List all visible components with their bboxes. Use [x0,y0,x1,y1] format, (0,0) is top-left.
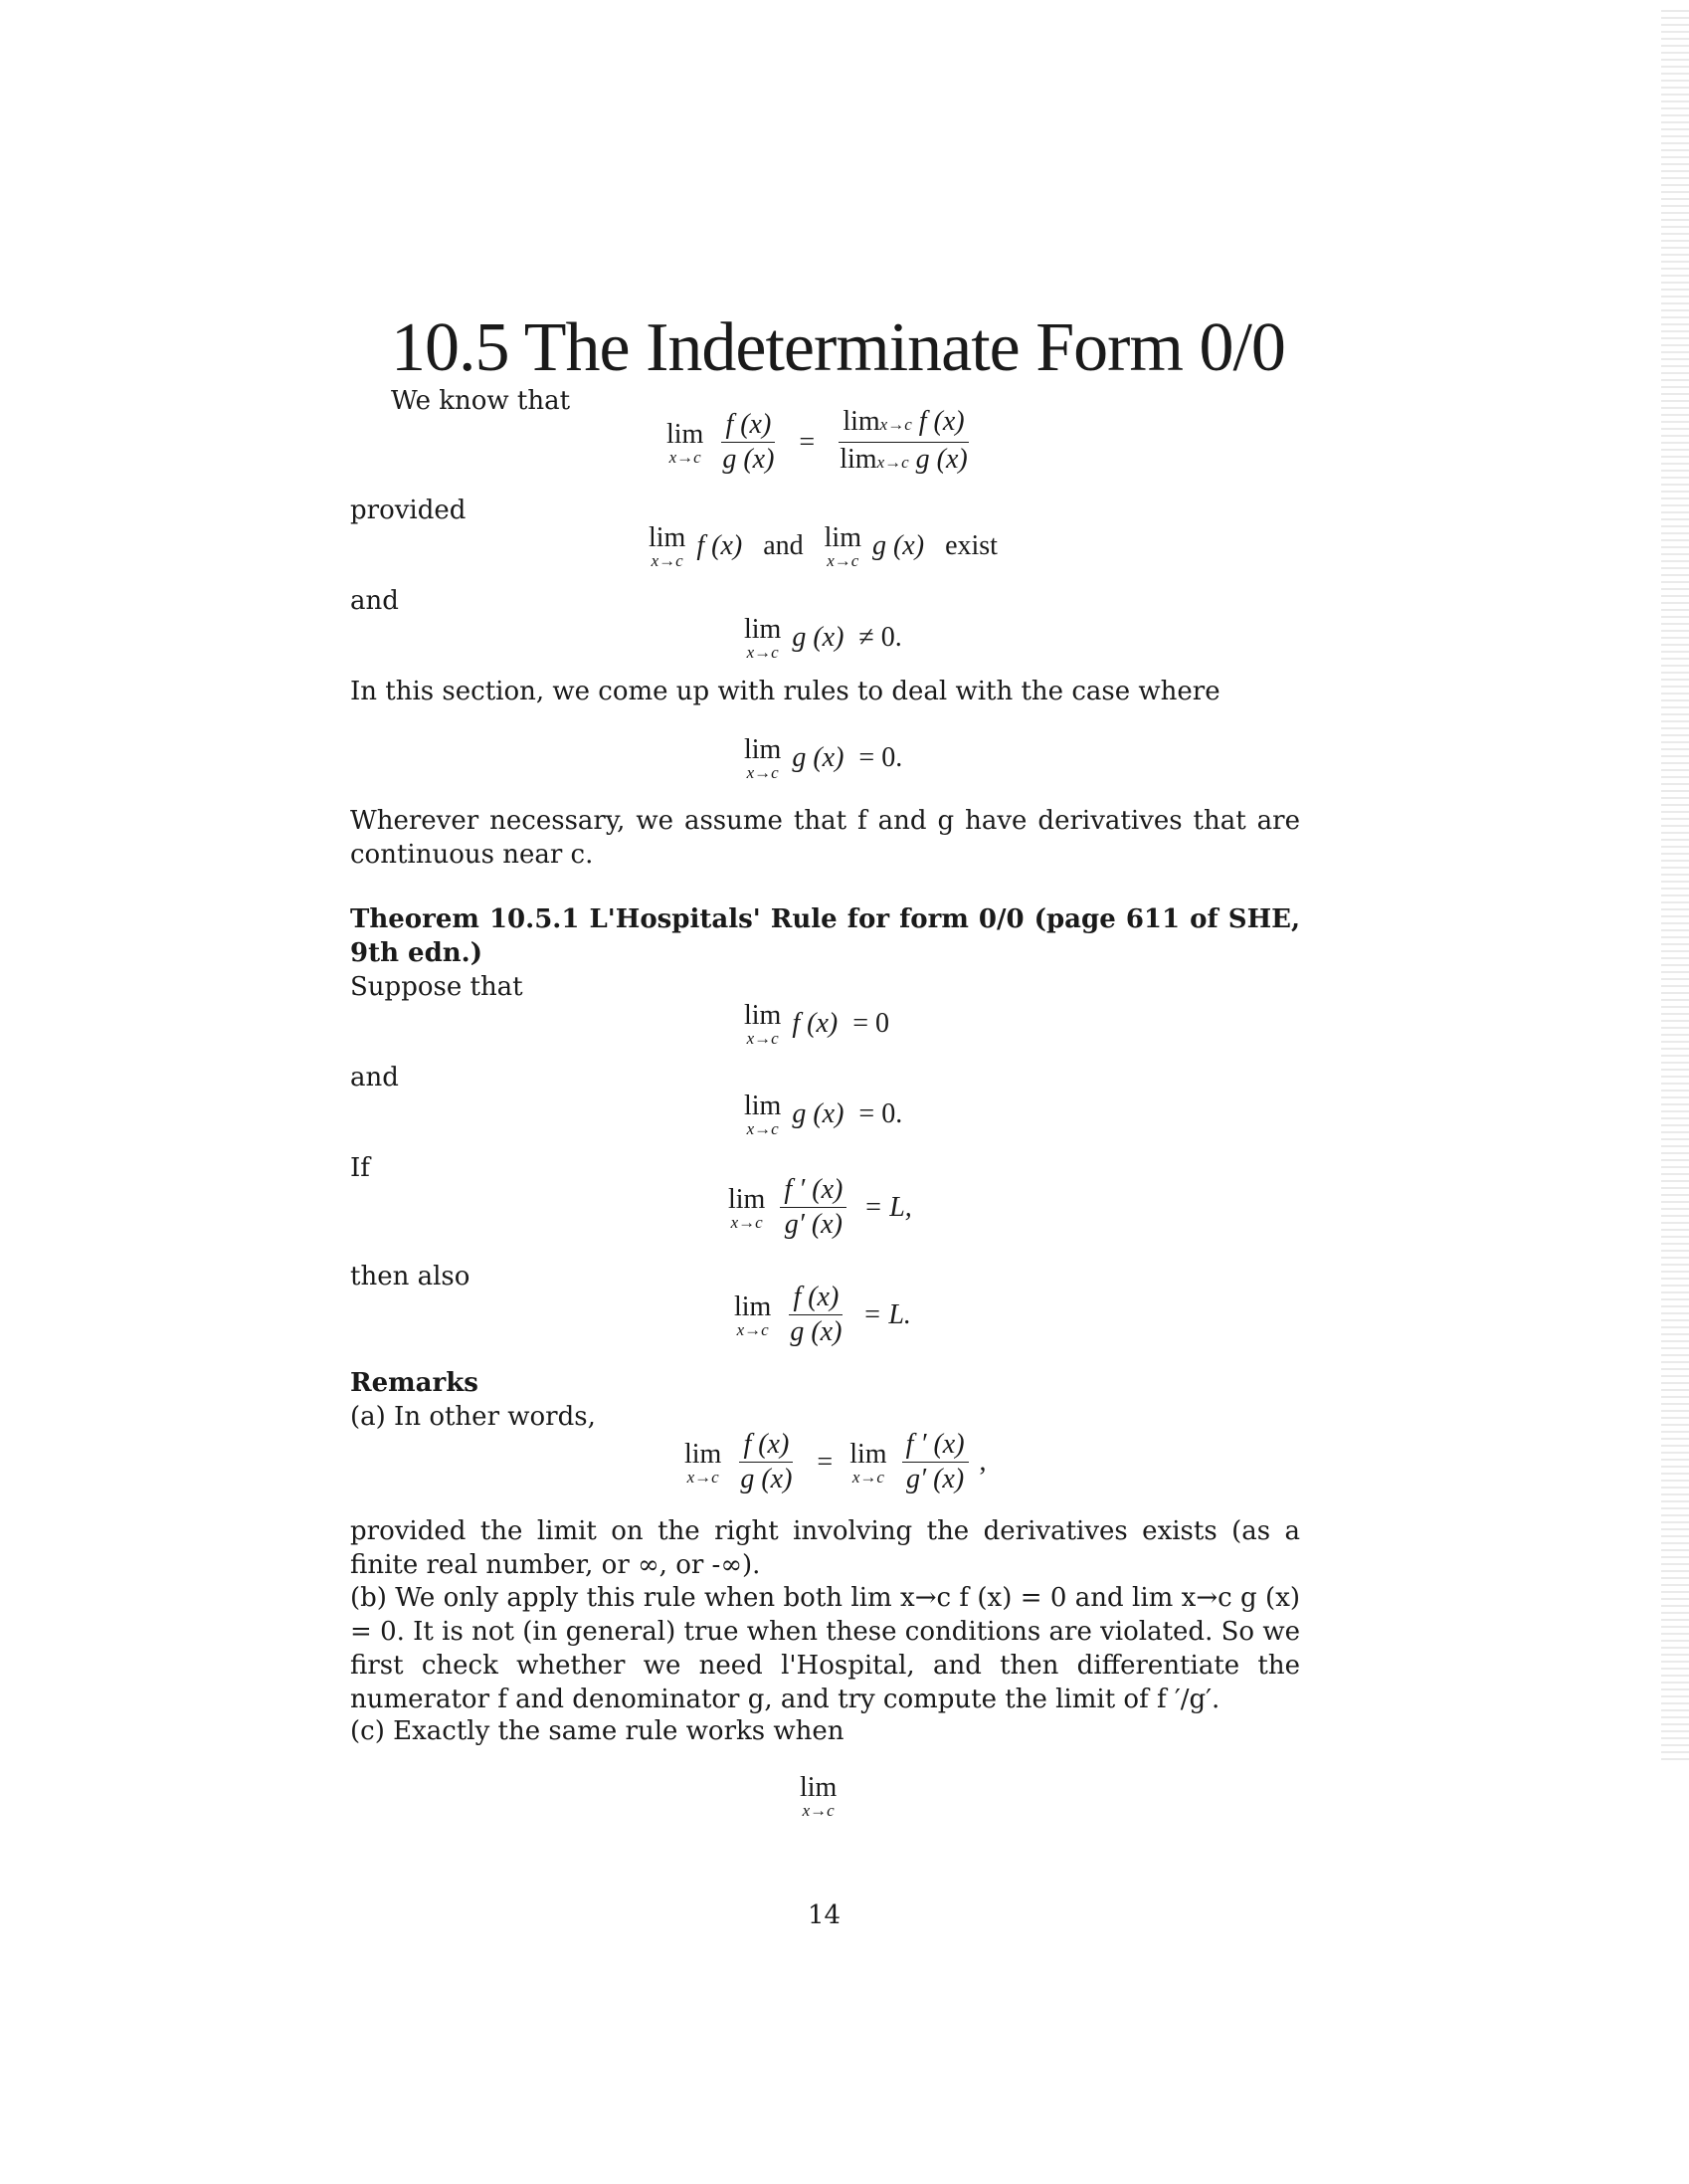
and-label-2: and [350,1063,399,1092]
remarks-heading: Remarks [350,1368,478,1398]
equation-g-nonzero: lim x→c g (x) ≠ 0. [744,614,902,662]
equation-limits-exist: lim x→c f (x) and lim x→c g (x) exist [649,522,998,570]
suppose-text: Suppose that [350,972,523,1002]
and-label-1: and [350,586,399,616]
provided-paragraph: provided the limit on the right involving the derivatives exists (as a finite real number, or ∞, or -∞). [350,1516,1300,1580]
equation-limit-quotient: lim x→c $\frac{f (x)}{g (x)}$ = $\frac{\text{limx→c f (x)}}{\text{limx→c g (x)}}$ [666,406,968,475]
equation-lhospital: lim x→c $\frac{f (x)}{g (x)}$ = lim x→c $\frac{f ' (x)}{g' (x)}$ , [684,1429,987,1494]
intro-text: We know that [391,386,571,416]
theorem-heading: Theorem 10.5.1 L'Hospitals' Rule for form 0/0 (page 611 of SHE, 9th edn.) [350,904,1300,968]
provided-label: provided [350,496,467,525]
equation-f-zero: lim x→c f (x) = 0 [744,1000,889,1048]
remark-b: (b) We only apply this rule when both lim x→c f (x) = 0 and lim x→c g (x) = 0. It is not (in general) true when these conditions are violated. So we first check whether we need l'Hospital, and then differentiate the numerator f and denominator g, and try compute the limit of f ′/g′. [350,1583,1300,1714]
remark-a: (a) In other words, [350,1402,596,1432]
equation-g-zero-2: lim x→c g (x) = 0. [744,1091,903,1138]
assumption-paragraph: Wherever necessary, we assume that f and g have derivatives that are continuous near c. [350,806,1300,870]
equation-function-ratio: lim x→c $\frac{f (x)}{g (x)}$ = L. [734,1282,911,1347]
equation-lim-fragment: lim x→c [800,1772,838,1820]
then-also-label: then also [350,1262,470,1291]
equation-derivative-ratio: lim x→c $\frac{f ' (x)}{g' (x)}$ = L, [728,1174,912,1240]
remark-c: (c) Exactly the same rule works when [350,1716,844,1746]
section-title: 10.5 The Indeterminate Form 0/0 [391,309,1285,386]
equation-g-zero: lim x→c g (x) = 0. [744,734,903,782]
if-label: If [350,1153,370,1183]
page-number: 14 [808,1900,842,1930]
scan-edge-artifact [1661,10,1689,1761]
section-text: In this section, we come up with rules to deal with the case where [350,677,1220,706]
